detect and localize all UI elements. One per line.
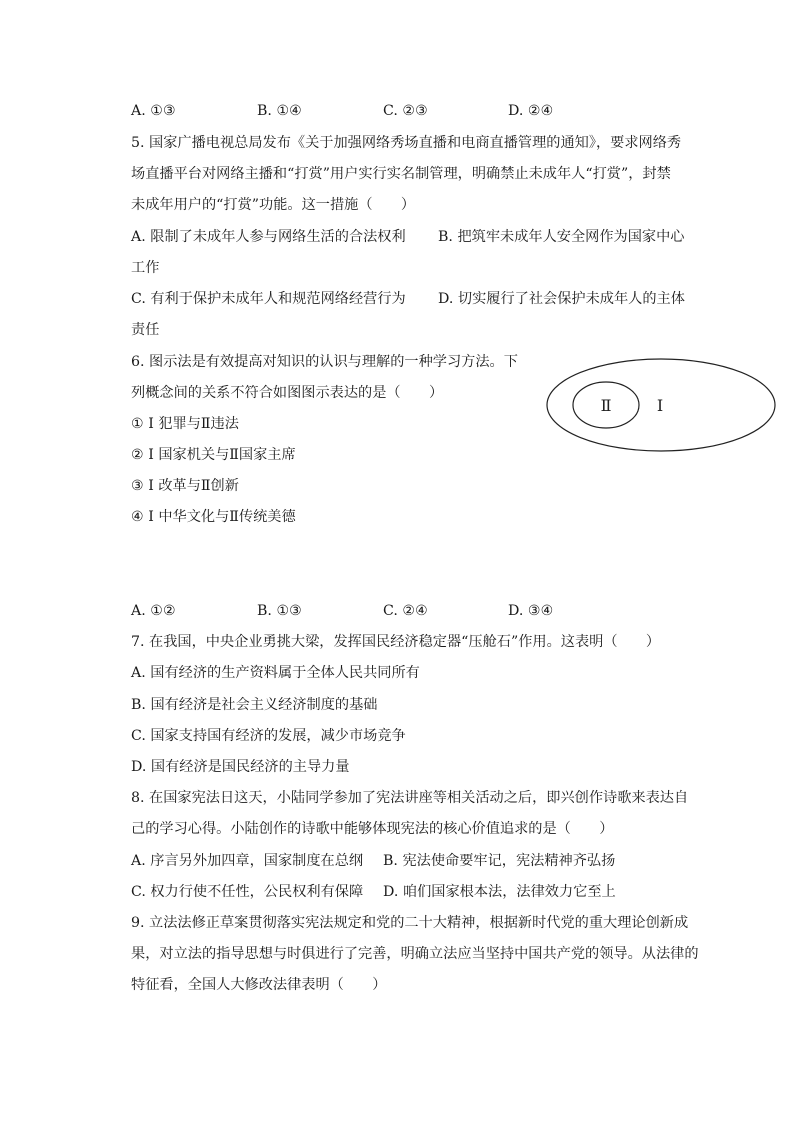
q8-stem-line-1: 8. 在国家宪法日这天，小陆同学参加了宪法讲座等相关活动之后，即兴创作诗歌来表达自 [131,790,689,806]
q5-option-d[interactable]: D. 切实履行了社会保护未成年人的主体 [438,291,685,307]
q6-option-a[interactable]: A. ①② [131,603,176,619]
q9-stem-line-2: 果，对立法的指导思想与时俱进行了完善，明确立法应当坚持中国共产党的领导。从法律的 [131,946,699,962]
q5-option-b[interactable]: B. 把筑牢未成年人安全网作为国家中心 [438,229,685,245]
q5-stem-line-2: 场直播平台对网络主播和“打赏”用户实行实名制管理，明确禁止未成年人“打赏”，封禁 [131,166,671,182]
option-a[interactable]: A. ①③ [131,103,176,119]
option-b[interactable]: B. ①④ [257,103,302,119]
q7-option-d[interactable]: D. 国有经济是国民经济的主导力量 [131,759,350,775]
q6-option-d[interactable]: D. ③④ [508,603,554,619]
q9-stem-line-3: 特征看，全国人大修改法律表明（ ） [131,977,387,993]
inner-label: Ⅱ [600,396,612,415]
q7-option-c[interactable]: C. 国家支持国有经济的发展，减少市场竞争 [131,728,406,744]
q6-option-c[interactable]: C. ②④ [383,603,428,619]
q8-stem-line-2: 己的学习心得。小陆创作的诗歌中能够体现宪法的核心价值追求的是（ ） [131,821,614,837]
option-c[interactable]: C. ②③ [383,103,428,119]
q6-stem-line-2: 列概念间的关系不符合如图图示表达的是（ ） [131,385,444,401]
q5-stem-line-3: 未成年用户的“打赏”功能。这一措施（ ） [131,197,416,213]
q8-option-d[interactable]: D. 咱们国家根本法，法律效力它至上 [383,884,616,900]
outer-label: I [656,396,664,415]
q7-option-b[interactable]: B. 国有经济是社会主义经济制度的基础 [131,697,378,713]
venn-diagram [545,357,777,453]
q6-item-3: ③ I 改革与Ⅱ创新 [131,478,239,494]
q7-stem: 7. 在我国，中央企业勇挑大梁，发挥国民经济稳定器“压舱石”作用。这表明（ ） [131,634,661,650]
q8-option-b[interactable]: B. 宪法使命要牢记，宪法精神齐弘扬 [383,853,616,869]
q5-option-c[interactable]: C. 有利于保护未成年人和规范网络经营行为 [131,291,406,307]
q7-option-a[interactable]: A. 国有经济的生产资料属于全体人民共同所有 [131,665,420,681]
q5-option-d-cont: 责任 [131,322,160,338]
q6-option-b[interactable]: B. ①③ [257,603,302,619]
option-d[interactable]: D. ②④ [508,103,554,119]
q6-item-1: ① I 犯罪与Ⅱ违法 [131,416,239,432]
q9-stem-line-1: 9. 立法法修正草案贯彻落实宪法规定和党的二十大精神，根据新时代党的重大理论创新成 [131,915,689,931]
q8-option-c[interactable]: C. 权力行使不任性，公民权利有保障 [131,884,364,900]
q8-option-a[interactable]: A. 序言另外加四章，国家制度在总纲 [131,853,364,869]
q5-option-b-cont: 工作 [131,260,160,276]
q6-stem-line-1: 6. 图示法是有效提高对知识的认识与理解的一种学习方法。下 [131,354,518,370]
q6-item-2: ② I 国家机关与Ⅱ国家主席 [131,447,296,463]
q6-item-4: ④ I 中华文化与Ⅱ传统美德 [131,509,296,525]
q5-stem-line-1: 5. 国家广播电视总局发布《关于加强网络秀场直播和电商直播管理的通知》，要求网络秀 [131,135,682,151]
q5-option-a[interactable]: A. 限制了未成年人参与网络生活的合法权利 [131,229,406,245]
